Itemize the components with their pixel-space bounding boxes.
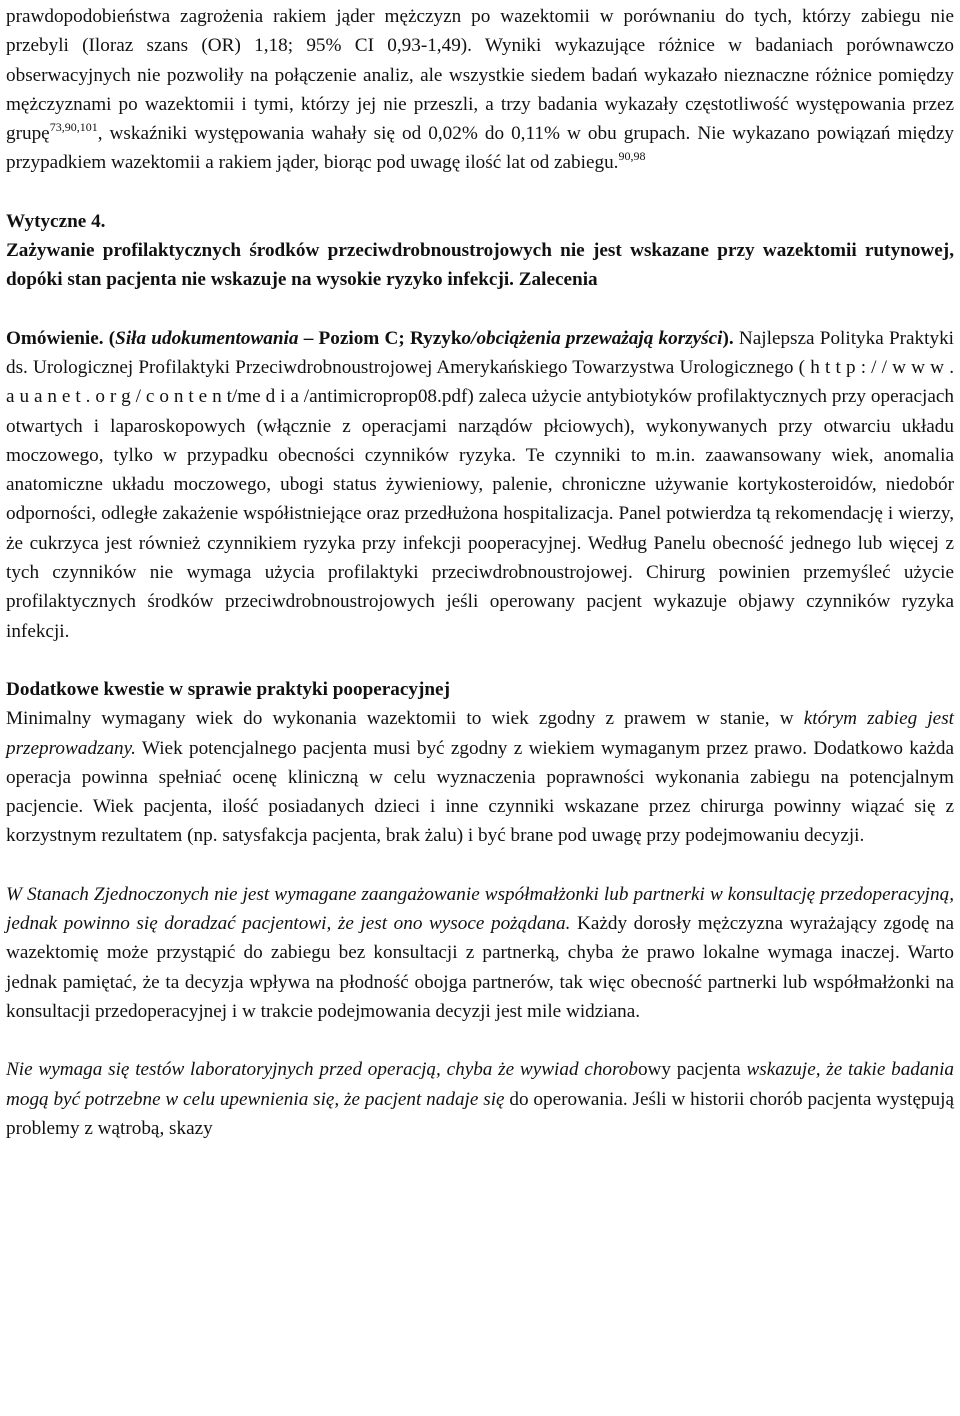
paragraph-text: prawdopodobieństwa zagrożenia rakiem jąder mężczyzn po wazektomii w porównaniu do tych, którzy zabiegu nie przebyli (Iloraz szans (OR) 1,18; 95% CI 0,93-1,49). Wyniki wykazujące różnice w badaniach porównawczo obserwacyjnych nie pozwoliły na połączenie analiz, ale wszystkie siedem badań wykazało nieznaczne różnice pomiędzy mężczyznami po wazektomii i tymi, którzy jej nie przeszli, a trzy badania wykazały częstotliwość występowania przez grupę [6,6,954,145]
paragraph-age-requirements [6,704,954,850]
spacer [6,295,954,324]
spacer [6,178,954,207]
evidence-level: Poziom C; Ryzyk [318,327,462,349]
paragraph-text: , wskaźniki występowania wahały się od 0,02% do 0,11% w obu grupach. Nie wykazano powiązań między przypadkiem wazektomii a rakiem jąder, biorąc pod uwagę ilość lat od zabiegu. [6,123,954,174]
paragraph-italic-text: W Stanach Zjednoczonych nie jest wymagane zaangażowanie współmałżonki lub partnerki w konsultację przedoperacyjną, jednak powinno się doradzać pacjentowi, że jest ono wysoce pożądana. [6,883,954,935]
paragraph-text: do operowania. Jeśli w historii chorób pacjenta występują problemy z wątrobą, skazy [6,1088,954,1139]
paragraph-italic-text: Nie wymaga się testów laboratoryjnych przed operacją, chyba że wywiad chorob [6,1059,638,1081]
spacer [6,851,954,880]
paragraph-italic-text: którym zabieg jest przeprowadzany. [6,708,954,759]
paragraph-testicular-cancer-results [6,2,954,178]
section-heading: Dodatkowe kwestie w sprawie praktyki pooperacyjnej [6,678,450,700]
discussion-paren-close: ). [722,327,734,349]
paragraph-text: Minimalny wymagany wiek do wykonania wazektomii to wiek zgodny z prawem w stanie, w [6,708,804,730]
paragraph-text: Każdy dorosły mężczyzna wyrażający zgodę na wazektomię może przystąpić do zabiegu bez konsultacji z partnerką, chyba że prawo lokalne wymaga inaczej. Warto jednak pamiętać, że ta decyzja wpływa na płodność obojga partnerów, tak więc obecność partnerki lub współmałżonki na konsultacji przedoperacyjnej i w trakcie podejmowania decyzji jest mile widziana. [6,913,954,1022]
evidence-strength-label: Siła udokumentowania [115,327,299,349]
citation-superscript: 90,98 [618,149,646,164]
citation-superscript: 73,90,101 [49,120,98,135]
paragraph-discussion [6,324,954,646]
discussion-body: Najlepsza Polityka Praktyki ds. Urologicznej Profilaktyki Przeciwdrobnoustrojowej Amerykańskiego Towarzystwa Urologicznego ( h t t p : / / w w w . a u a n e t . o r g / c o n t e n t/me d i a /antimicroprop08.pdf) zaleca użycie antybiotyków profilaktycznych przy operacjach otwartych i laparoskopowych (włącznie z operacjami narządów płciowych), wykonywanych przy otwarciu układu moczowego, tylko w przypadku obecności czynników ryzyka. Te czynniki to m.in. zaawansowany wiek, anomalia anatomiczne układu moczowego, ubogi status żywieniowy, palenie, chroniczne używanie kortykosteroidów, niedobór odporności, odległe zakażenie współistniejące oraz przedłużona hospitalizacja. Panel potwierdza tą rekomendację i wierzy, że cukrzyca jest również czynnikiem ryzyka przy infekcji pooperacyjnej. Według Panelu obecność jednego lub więcej z tych czynników nie wymaga użycia profilaktyki przeciwdrobnoustrojowej. Chirurg powinien przemyśleć użycie profilaktycznych środków przeciwdrobnoustrojowych jeśli operowany pacjent wykazuje objawy czynników ryzyka infekcji. [6,327,954,642]
paragraph-italic-text: wskazuje, że takie badania mogą być potrzebne w celu upewnienia się, że pacjent nadaje się [6,1059,954,1110]
risk-benefit: o/obciążenia przeważają korzyści [461,327,723,349]
guideline-title: Wytyczne 4. [6,210,106,232]
guideline-text: Zażywanie profilaktycznych środków przeciwdrobnoustrojowych nie jest wskazane przy wazektomii rutynowej, dopóki stan pacjenta nie wskazuje na wysokie ryzyko infekcji. Zalecenia [6,240,954,291]
discussion-paren-open: ( [103,327,116,349]
spacer [6,1026,954,1055]
paragraph-text: Wiek potencjalnego pacjenta musi być zgodny z wiekiem wymaganym przez prawo. Dodatkowo każda operacja powinna spełniać ocenę kliniczną w celu wyznaczenia poprawności wykonania zabiegu na potencjalnym pacjencie. Wiek pacjenta, ilość posiadanych dzieci i inne czynniki wskazane przez chirurga powinny wiązać się z korzystnym rezultatem (np. satysfakcja pacjenta, brak żalu) i być brane pod uwagę przy podejmowaniu decyzji. [6,737,954,847]
discussion-label: Omówienie. [6,327,104,349]
dash: – [298,327,319,349]
paragraph-lab-tests [6,1055,954,1143]
paragraph-text: owy pacjenta [637,1059,747,1081]
spacer [6,646,954,675]
paragraph-partner-consultation [6,880,954,1026]
